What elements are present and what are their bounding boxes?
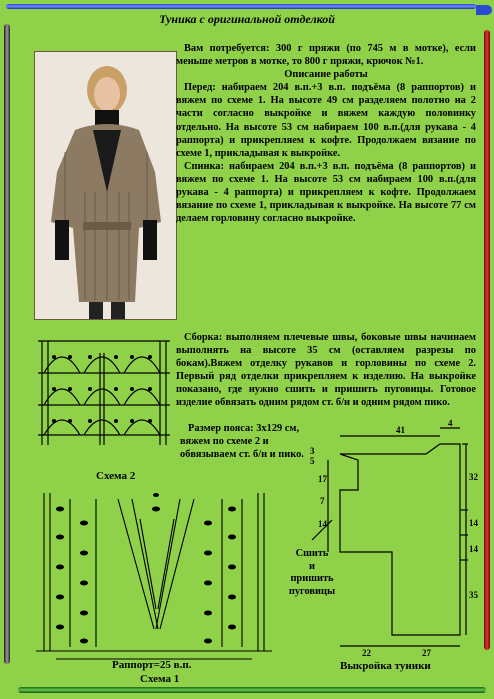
description-text bbox=[176, 42, 476, 225]
dim-right-1: 32 bbox=[469, 472, 478, 482]
dim-left-3: 14 bbox=[318, 519, 327, 529]
dim-left-1: 17 bbox=[318, 474, 327, 484]
sew-note-line-2: и bbox=[309, 560, 315, 572]
repeat-label: Раппорт=25 в.п. bbox=[112, 659, 192, 671]
materials-paragraph: Вам потребуется: 300 г пряжи (по 745 м в мотке), если меньше метров в мотке, то 800 г пряжи, крючок №1. bbox=[176, 43, 476, 68]
gray-hook-decoration bbox=[4, 24, 10, 664]
tunic-photo-illustration bbox=[35, 52, 176, 319]
model-photo bbox=[34, 51, 177, 320]
scheme-1-diagram bbox=[36, 489, 272, 661]
scheme-1-label: Схема 1 bbox=[140, 673, 180, 685]
dim-right-top: 4 bbox=[448, 420, 453, 428]
assembly-text bbox=[176, 331, 476, 410]
green-hook-decoration bbox=[18, 687, 486, 693]
sew-note-line-4: пуговицы bbox=[288, 585, 336, 597]
dim-bottom-1: 22 bbox=[362, 648, 371, 658]
dim-top: 41 bbox=[396, 425, 405, 435]
front-paragraph: Перед: набираем 204 в.п.+3 в.п. подъёма (8 раппортов) и вяжем по схеме 1. На высоте 49 см разделяем полотно на 2 части согласно выкройке и вяжем каждую половинку отдельно. На высоте 53 см набираем 100 в.п.(для рукава - 4 раппорта) и прикрепляем к кофте. Продолжаем вязание по схеме 1, прикладывая к выкройке. bbox=[176, 82, 476, 159]
belt-paragraph: Размер пояса: 3х129 см, вяжем по схеме 2 и обвязываем ст. б/н и пико. bbox=[180, 423, 304, 461]
page-title: Туника с оригинальной отделкой bbox=[159, 12, 335, 26]
dim-left-2: 7 bbox=[320, 496, 325, 506]
tunic-pattern-diagram bbox=[300, 420, 480, 658]
back-paragraph: Спинка: набираем 204 в.п.+3 в.п. подъёма (8 раппортов) и вяжем по схеме 1. На высоте 53 см набираем 100 в.п.(для рукава - 4 раппорта) и прикрепляем к кофте. Продолжаем вязание по схеме 1, прикладывая к выкройке. На высоте 77 см делаем горловину согласно выкройке. bbox=[176, 160, 476, 225]
work-heading: Описание работы bbox=[284, 69, 368, 81]
dim-bottom-2: 27 bbox=[422, 648, 431, 658]
belt-text bbox=[180, 422, 304, 461]
dim-right-2: 14 bbox=[469, 518, 478, 528]
red-hook-decoration bbox=[484, 30, 490, 650]
scheme-2-diagram bbox=[34, 323, 174, 463]
dim-left-small-2: 5 bbox=[310, 456, 315, 466]
dim-left-small-1: 3 bbox=[310, 446, 315, 456]
sew-note-line-3: пришить bbox=[290, 573, 334, 584]
sew-note bbox=[282, 548, 342, 598]
assembly-paragraph: Сборка: выполняем плечевые швы, боковые швы начинаем выполнять на высоте 35 см (оставляем разрезы по бокам).Вяжем отделку рукавов и горловины по схеме 2. Первый ряд отделки прикрепляем к изделию. На выкройке показано, где нужно сшить и пришить пуговицы. Готовое изделие обвязать одним рядом ст. б/н и одним рядом пико. bbox=[176, 332, 476, 409]
sew-note-line-1: Сшить bbox=[295, 548, 329, 559]
dim-right-3: 14 bbox=[469, 544, 478, 554]
pattern-title: Выкройка туники bbox=[340, 660, 431, 672]
blue-hook-decoration bbox=[6, 4, 476, 9]
dim-right-4: 35 bbox=[469, 590, 478, 600]
scheme-2-label: Схема 2 bbox=[96, 470, 136, 482]
